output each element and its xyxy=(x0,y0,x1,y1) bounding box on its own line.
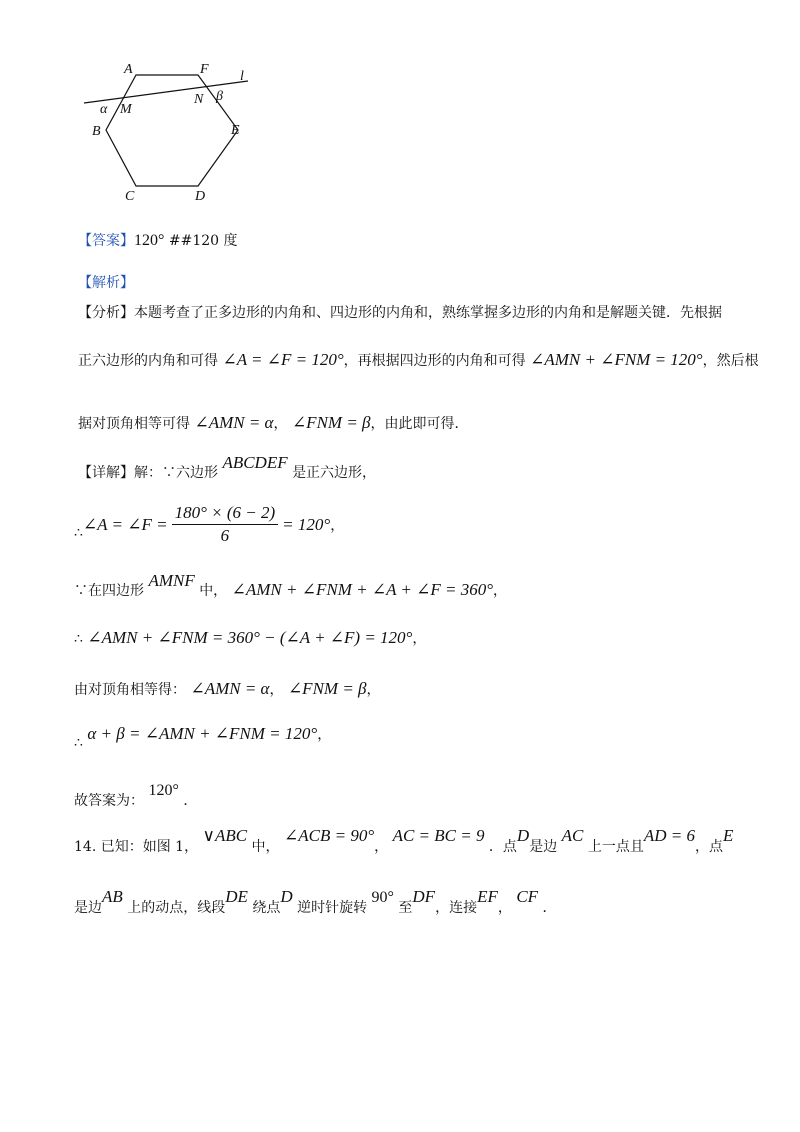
fenxi-tag: 【分析】 xyxy=(78,305,134,321)
q14-math-2g: CF xyxy=(516,887,539,906)
fenxi-text-2b: ，再根据四边形的内角和可得 xyxy=(343,353,526,369)
fenxi-text-3b: ， xyxy=(273,416,288,432)
detail-text-7b: ． xyxy=(183,793,198,809)
label-alpha: α xyxy=(100,102,108,117)
q14-math-2a: AB xyxy=(102,887,123,906)
fenxi-text-2a: 正六边形的内角和可得 xyxy=(78,353,218,369)
detail-line-2 xyxy=(74,503,344,546)
q14-math-2f: EF xyxy=(477,887,498,906)
detail-math-2b: = 120° xyxy=(282,514,331,534)
answer-line xyxy=(78,230,238,250)
fraction-denominator: 6 xyxy=(220,526,230,545)
q14-text-1b: 中， xyxy=(251,839,280,855)
q14-text-2f: ，连接 xyxy=(435,900,478,916)
detail-text-2: ， xyxy=(330,517,345,534)
label-N: N xyxy=(194,92,204,107)
q14-math-2e: DF xyxy=(412,887,436,906)
fraction-numerator: 180° × (6 − 2) xyxy=(172,503,279,525)
q14-text-2h: ． xyxy=(542,900,557,916)
q14-line-1 xyxy=(74,826,734,855)
detail-line-6 xyxy=(74,724,332,751)
fenxi-line-2 xyxy=(78,350,759,370)
q14-text-1d: ．点 xyxy=(488,839,517,855)
detail-text-5c: ， xyxy=(366,682,381,698)
detail-line-3 xyxy=(74,571,508,600)
detail-text-3a: ∵在四边形 xyxy=(74,583,144,599)
detail-math-6: α + β = ∠AMN + ∠FNM = 120° xyxy=(87,724,318,743)
q14-math-7: E xyxy=(722,826,734,845)
label-B: B xyxy=(92,124,101,139)
detail-line-5 xyxy=(74,679,381,699)
detail-tag: 【详解】 xyxy=(78,465,134,481)
fenxi-line-1 xyxy=(78,302,722,322)
label-A: A xyxy=(124,62,133,77)
q14-math-6: AD = 6 xyxy=(643,826,695,845)
q14-text-2d: 逆时针旋转 xyxy=(297,900,368,916)
fenxi-text-3c: ，由此即可得． xyxy=(370,416,469,432)
label-E: E xyxy=(231,123,240,138)
fenxi-text-2c: ，然后根 xyxy=(702,353,759,369)
q14-text-1a: 14. 已知：如图 1， xyxy=(74,839,199,855)
q14-math-4: D xyxy=(516,826,530,845)
detail-text-1a: 解：∵六边形 xyxy=(134,465,218,481)
detail-math-2a: ∠A = ∠F = xyxy=(82,514,168,534)
q14-text-1c: ， xyxy=(374,839,389,855)
q14-text-2a: 是边 xyxy=(74,900,102,916)
fenxi-text-1: 本题考查了正多边形的内角和、四边形的内角和，熟练掌握多边形的内角和是解题关键．先根据 xyxy=(134,305,722,321)
detail-math-4: ∠AMN + ∠FNM = 360° − (∠A + ∠F) = 120° xyxy=(87,628,413,647)
detail-math-1: ABCDEF xyxy=(222,453,288,472)
answer-value: 120° xyxy=(134,232,165,249)
detail-math-5b: ∠FNM = β xyxy=(287,679,367,698)
detail-text-6: ， xyxy=(317,727,332,743)
q14-line-2 xyxy=(74,887,557,916)
q14-math-3: AC = BC = 9 xyxy=(392,826,485,845)
detail-text-3c: ， xyxy=(493,583,508,599)
detail-text-5b: ， xyxy=(269,682,284,698)
fenxi-math-3b: ∠FNM = β xyxy=(291,413,371,432)
detail-line-4 xyxy=(74,628,426,648)
q14-math-2c: D xyxy=(280,887,293,906)
answer-tag: 【答案】 xyxy=(78,233,134,249)
label-F: F xyxy=(200,62,209,77)
label-beta: β xyxy=(216,89,223,104)
detail-math-3a: AMNF xyxy=(148,571,195,590)
label-M: M xyxy=(120,102,132,117)
detail-fraction xyxy=(172,503,279,546)
q14-math-2b: DE xyxy=(225,887,248,906)
fenxi-math-3a: ∠AMN = α xyxy=(194,413,274,432)
detail-line-1 xyxy=(78,453,377,482)
q14-text-1f: 上一点且 xyxy=(587,839,644,855)
fenxi-line-3 xyxy=(78,413,469,433)
detail-math-3b: ∠AMN + ∠FNM + ∠A + ∠F = 360° xyxy=(231,580,494,599)
fenxi-math-2a: ∠A = ∠F = 120° xyxy=(222,350,344,369)
detail-text-5a: 由对顶角相等得： xyxy=(74,682,186,698)
detail-line-7 xyxy=(74,780,198,809)
q14-text-2e: 至 xyxy=(398,900,413,916)
detail-therefore-4: ∴ xyxy=(74,631,83,647)
q14-math-2d: 90° xyxy=(371,889,394,906)
detail-text-7a: 故答案为： xyxy=(74,793,144,809)
detail-therefore-6: ∴ xyxy=(74,735,83,751)
line-l xyxy=(84,81,248,103)
q14-math-5: AC xyxy=(561,826,584,845)
q14-text-2g: ， xyxy=(497,900,512,916)
label-C: C xyxy=(125,189,135,204)
label-l: l xyxy=(240,69,244,84)
detail-text-3b: 中， xyxy=(199,583,228,599)
fenxi-text-3a: 据对顶角相等可得 xyxy=(78,416,190,432)
q14-math-2: ∠ACB = 90° xyxy=(284,826,375,845)
detail-math-7: 120° xyxy=(148,782,179,799)
q14-text-2b: 上的动点，线段 xyxy=(127,900,226,916)
analysis-tag: 【解析】 xyxy=(78,275,134,291)
detail-math-5a: ∠AMN = α xyxy=(190,679,270,698)
detail-text-4: ， xyxy=(412,631,427,647)
answer-alt: ##120 度 xyxy=(168,233,238,249)
detail-therefore-2: ∴ xyxy=(74,524,83,541)
q14-text-1g: ，点 xyxy=(694,839,723,855)
q14-math-1: ∨ABC xyxy=(202,826,248,845)
hexagon-figure xyxy=(80,55,270,205)
label-D: D xyxy=(195,189,206,204)
detail-text-1b: 是正六边形， xyxy=(292,465,377,481)
fenxi-math-2b: ∠AMN + ∠FNM = 120° xyxy=(530,350,703,369)
q14-text-2c: 绕点 xyxy=(252,900,281,916)
q14-text-1e: 是边 xyxy=(529,839,558,855)
